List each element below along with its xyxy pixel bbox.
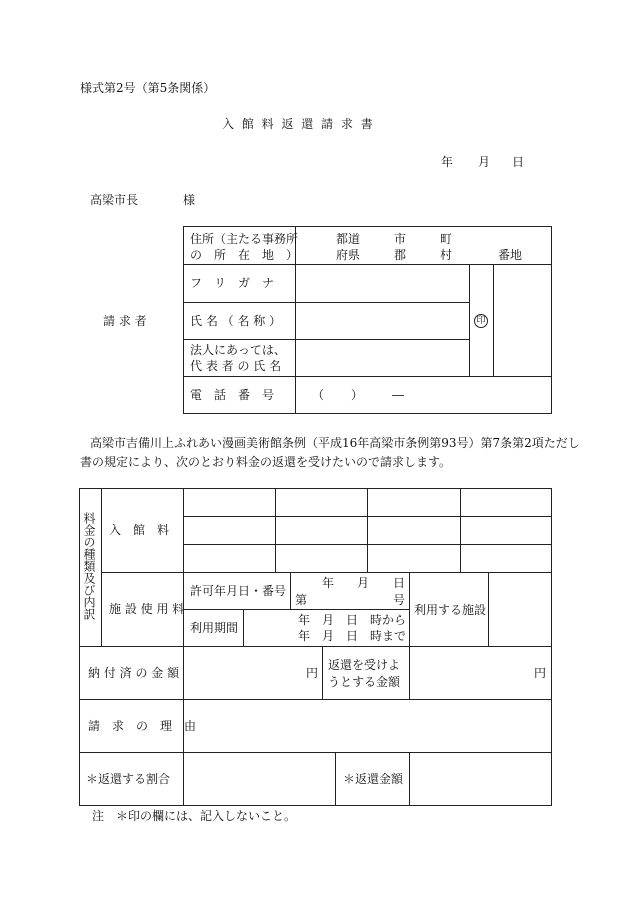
yen-unit-refund: 円 [534,666,547,680]
refund-rate-label: ＊返還する割合 [86,772,171,786]
facility-fee-label: 施 設 使 用 料 [109,602,185,616]
fee-category-label: 料金の種類及び内訳 [82,512,96,620]
date-month-label: 月 [478,155,491,169]
permit-label: 許可年月日・番号 [190,584,287,598]
address-label-line2: の 所 在 地 ） [190,248,299,262]
phone-dash: ― [392,388,404,402]
page-title: 入 館 料 返 還 請 求 書 [222,117,375,131]
phone-paren-close: ） [351,388,364,402]
addr-shi: 市 [394,232,407,246]
applicant-section-label: 請 求 者 [103,314,147,328]
form-number: 様式第2号（第5条関係） [80,81,216,95]
date-day-label: 日 [512,155,525,169]
rep-label-line2: 代 表 者 の 氏 名 [190,359,282,373]
admission-fee-label: 入 館 料 [109,523,170,537]
furigana-label: フ リ ガ ナ [190,276,275,290]
addr-fuken: 府県 [336,248,361,262]
use-facility-label: 利用する施設 [414,603,487,617]
yen-unit-paid: 円 [306,666,319,680]
permit-day: 日 [393,576,406,590]
body-text-line2: 書の規定により、次のとおり料金の返還を受けたいので請求します。 [80,455,452,469]
seal-mark: 印 [474,314,488,328]
addr-machi: 町 [440,232,453,246]
permit-no-suffix: 号 [393,593,406,607]
usage-period-label: 利用期間 [190,621,239,635]
reason-label: 請 求 の 理 由 [88,719,197,733]
phone-paren-open: （ [312,388,325,402]
addr-gun: 郡 [394,248,407,262]
body-text-line1: 高梁市吉備川上ふれあい漫画美術館条例（平成16年高梁市条例第93号）第7条第2項ただし [90,436,580,450]
refund-request-label-line2: うとする金額 [328,675,401,689]
permit-no-prefix: 第 [295,593,308,607]
name-label: 氏 名 （ 名 称 ） [190,314,282,328]
permit-month: 月 [357,576,370,590]
addressee: 高梁市長 [90,193,139,207]
period-to: 年 月 日 時まで [298,629,407,643]
date-year-label: 年 [441,155,454,169]
phone-label: 電 話 番 号 [190,388,275,402]
addr-banchi: 番地 [498,248,523,262]
rep-label-line1: 法人にあっては、 [190,343,286,357]
refund-request-label-line1: 返還を受けよ [328,658,401,672]
addr-mura: 村 [440,248,453,262]
permit-year: 年 [322,576,335,590]
footnote: 注 ＊印の欄には、記入しないこと。 [92,809,297,823]
paid-amount-label: 納 付 済 の 金 額 [88,666,180,680]
address-label-line1: 住所（主たる事務所 [190,232,299,246]
addr-todo: 都道 [336,232,361,246]
period-from: 年 月 日 時から [298,613,407,627]
refund-amount-label: ＊返還金額 [343,772,404,786]
honorific: 様 [183,193,196,207]
